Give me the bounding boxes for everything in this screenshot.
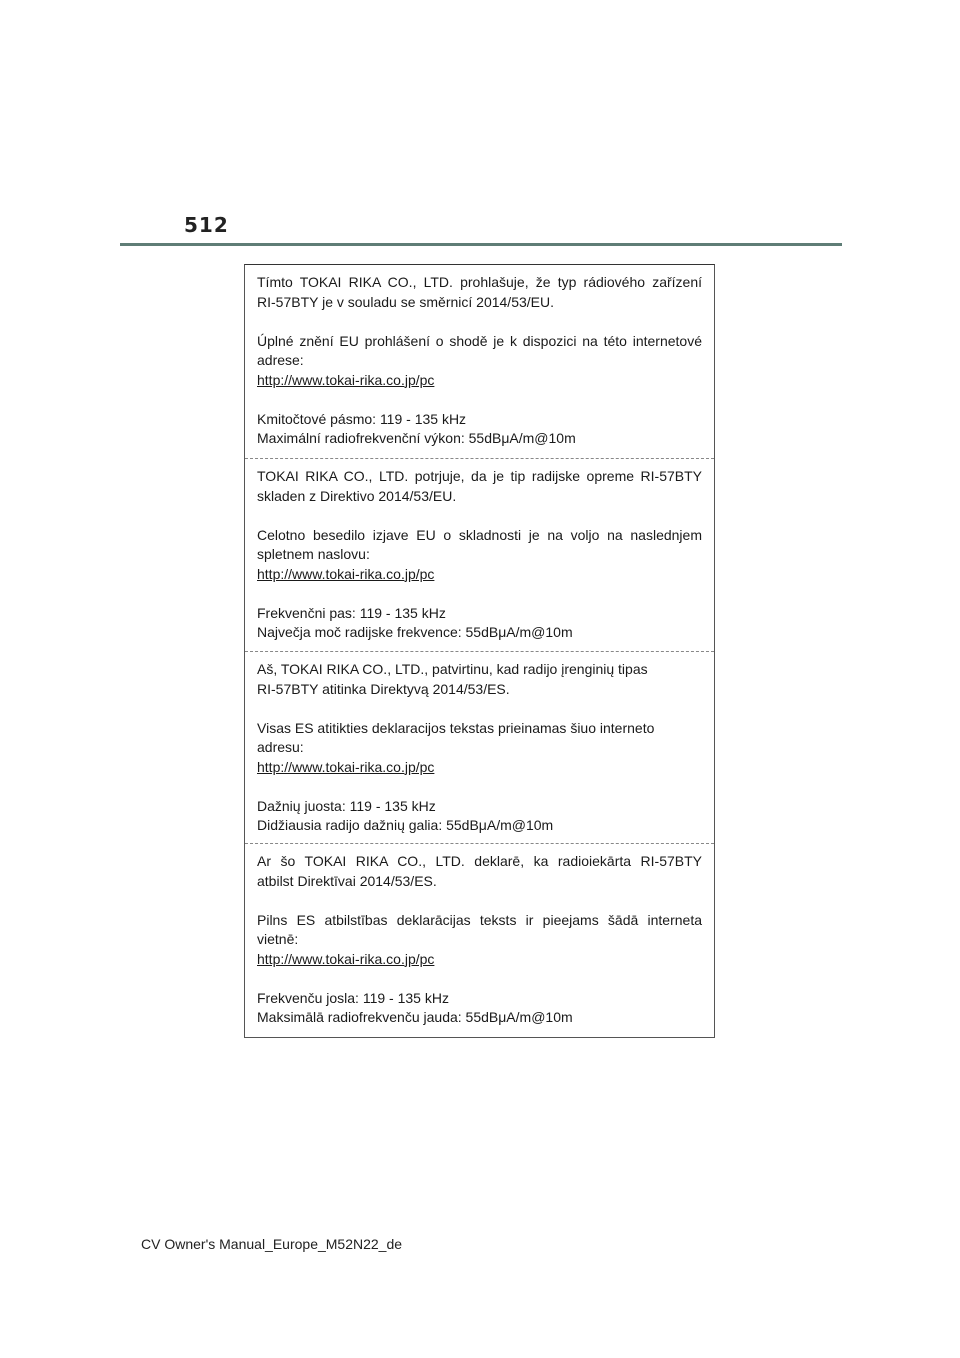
availability-line: adresu: [257,739,304,755]
frequency-band: Frekvenčni pas: 119 - 135 kHz [257,604,446,621]
availability-line: Pilns ES atbilstības deklarācijas teksts ir pieejams šādā interneta [257,911,702,928]
frequency-band: Frekvenču josla: 119 - 135 kHz [257,989,449,1006]
declaration-section-lithuanian [245,652,714,844]
frequency-band: Kmitočtové pásmo: 119 - 135 kHz [257,410,467,427]
spacer [257,584,702,604]
statement-line: TOKAI RIKA CO., LTD. potrjuje, da je tip radijske opreme RI-57BTY [257,468,702,484]
statement-line: Tímto TOKAI RIKA CO., LTD. prohlašuje, že typ rádiového zařízení [257,274,702,290]
declaration-link[interactable]: http://www.tokai-rika.co.jp/pc [257,565,435,582]
spacer [257,312,702,332]
frequency-band: Dažnių juosta: 119 - 135 kHz [257,797,436,814]
availability-line: vietnē: [257,931,299,947]
availability-line: Úplné znění EU prohlášení o shodě je k dispozici na této internetové [257,332,702,349]
statement-line: atbilst Direktīvai 2014/53/ES. [257,872,437,889]
declaration-link[interactable]: http://www.tokai-rika.co.jp/pc [257,950,435,967]
spacer [257,777,702,797]
spacer [257,969,702,989]
statement-line: skladen z Direktivo 2014/53/EU. [257,487,457,504]
max-power: Didžiausia radijo dažnių galia: 55dBμA/m@10m [257,817,554,833]
page-number: 512 [184,213,229,237]
max-power: Največja moč radijske frekvence: 55dBμA/m@10m [257,624,573,640]
spacer [257,390,702,410]
spacer [257,506,702,526]
statement-line: RI-57BTY atitinka Direktyvą 2014/53/ES. [257,680,510,697]
spacer [257,891,702,911]
statement-line: Ar šo TOKAI RIKA CO., LTD. deklarē, ka radioiekārta RI-57BTY [257,853,702,869]
footer-manual-id: CV Owner's Manual_Europe_M52N22_de [141,1236,403,1252]
declaration-section-slovenian [245,459,714,652]
declaration-box [244,264,715,1038]
declaration-section-czech [245,265,714,459]
max-power: Maximální radiofrekvenční výkon: 55dBμA/m@10m [257,430,576,446]
declaration-link[interactable]: http://www.tokai-rika.co.jp/pc [257,371,435,388]
statement-line: Aš, TOKAI RIKA CO., LTD., patvirtinu, kad radijo įrenginių tipas [257,661,648,677]
spacer [257,699,702,719]
availability-line: adrese: [257,352,304,368]
availability-line: spletnem naslovu: [257,546,370,562]
statement-line: RI-57BTY je v souladu se směrnicí 2014/53/EU. [257,293,555,310]
declaration-link[interactable]: http://www.tokai-rika.co.jp/pc [257,758,435,775]
availability-line: Celotno besedilo izjave EU o skladnosti je na voljo na naslednjem [257,526,702,543]
header-rule [120,243,842,246]
declaration-section-latvian [245,844,714,1037]
availability-line: Visas ES atitikties deklaracijos tekstas prieinamas šiuo interneto [257,719,655,736]
max-power: Maksimālā radiofrekvenču jauda: 55dBμA/m@10m [257,1009,573,1025]
